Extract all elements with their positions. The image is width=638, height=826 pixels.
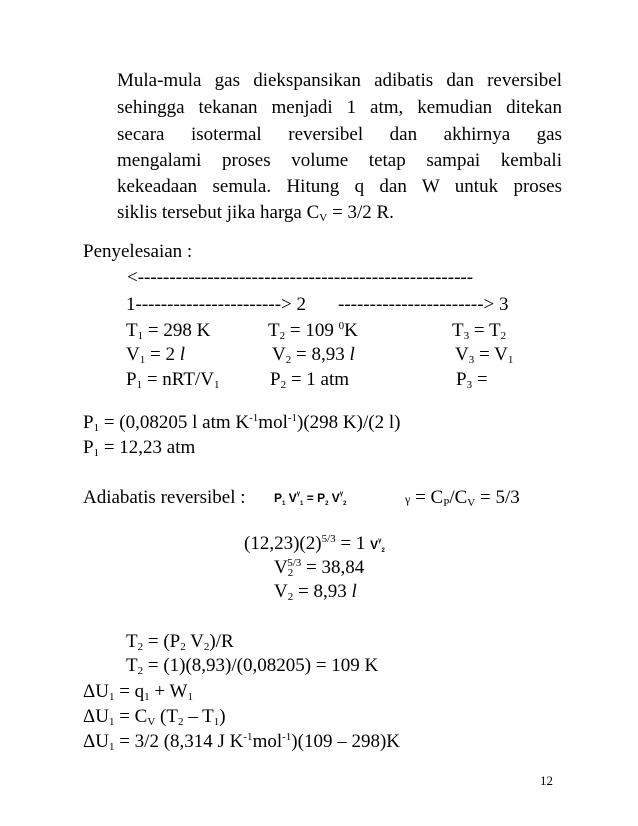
gamma-definition: $\gamma = C_P/C_V = 5/3$ bbox=[405, 487, 520, 509]
problem-line-3: secara isotermal reversibel dan akhirnya gas bbox=[117, 124, 562, 145]
problem-line-1: Mula-mula gas diekspansikan adibatis dan reversibel bbox=[117, 70, 562, 91]
state-p2: $P_2 = 1$ atm bbox=[270, 369, 350, 391]
state-p1: $P_1 = nRT/V_1$ bbox=[126, 369, 220, 391]
state-t2: $T_2 = 109$ $^0$K bbox=[268, 320, 358, 342]
adiabatic-label: Adiabatis reversibel : bbox=[83, 487, 246, 508]
delta-u1-cv: $\Delta U_1 = C_V$ $(T_2 - T_1)$ bbox=[83, 706, 226, 728]
solution-heading: Penyelesaian : bbox=[83, 241, 193, 262]
cycle-step-1-2: 1-----------------------> 2 bbox=[126, 294, 306, 315]
equation-v2-power: $V_2^{5/3} = 38,84$ bbox=[274, 557, 365, 579]
delta-u1-value: $\Delta U_1 = 3/2$ (8,314 J $K^{-1}mol^{-1})(109 - 298)K$ bbox=[83, 731, 400, 753]
problem-line-5: kekeadaan semula. Hitung q dan W untuk proses bbox=[117, 176, 562, 197]
calc-p1-result: $P_1 = 12,23$ atm bbox=[83, 437, 196, 459]
equation-v2-result: $V_2 = 8,93$ l bbox=[274, 581, 357, 603]
state-v1: $V_1 = 2$ l bbox=[126, 344, 185, 366]
problem-line-6: siklis tersebut jika harga $C_V = 3/2$ R. bbox=[117, 202, 394, 224]
page-number: 12 bbox=[540, 773, 553, 788]
problem-line-4: mengalami proses volume tetap sampai kembali bbox=[117, 150, 562, 171]
state-v2: $V_2 = 8,93$ l bbox=[272, 344, 355, 366]
t2-formula: $T_2 = (P_2$ $V_2)/R$ bbox=[126, 631, 234, 653]
state-p3: $P_3$ = bbox=[456, 369, 488, 391]
adiabatic-equation: $P_1$ $V^\gamma_1 = P_2$ $V^\gamma_2$ bbox=[274, 491, 347, 507]
state-t3: $T_3 = T_2$ bbox=[452, 320, 507, 342]
state-v3: $V_3 = V_1$ bbox=[455, 344, 514, 366]
t2-result: $T_2 = (1)(8,93)/(0,08205) = 109$ K bbox=[126, 655, 379, 677]
delta-u1-first-law: $\Delta U_1 = q_1 + W_1$ bbox=[83, 681, 193, 703]
cycle-step-2-3: -----------------------> 3 bbox=[338, 294, 509, 315]
problem-line-2: sehingga tekanan menjadi 1 atm, kemudian ditekan bbox=[117, 97, 562, 118]
equation-substitution: $(12,23)(2)^{5/3} = 1$ $V^\gamma_2$ bbox=[244, 533, 385, 554]
cycle-return-arrow: <----------------------------------------------------- bbox=[127, 267, 474, 288]
state-t1: $T_1 = 298$ K bbox=[126, 320, 211, 342]
calc-p1-formula: $P_1 = (0,08205$ l atm $K^{-1}mol^{-1})(298$ K)/(2 l) bbox=[83, 412, 401, 434]
